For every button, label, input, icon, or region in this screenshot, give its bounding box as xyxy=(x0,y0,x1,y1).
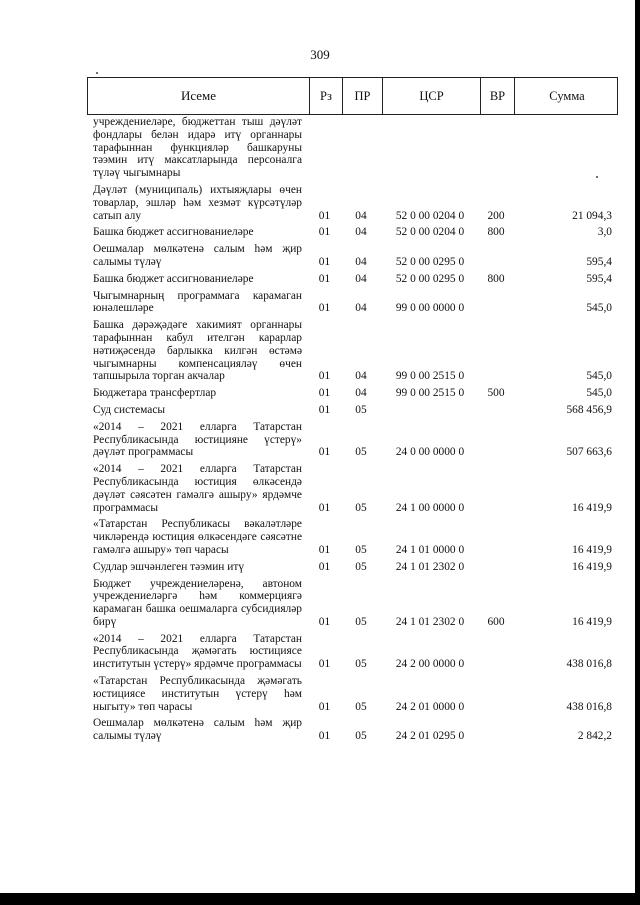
cell-sum: 16 419,9 xyxy=(572,501,612,514)
header-pr: ПР xyxy=(342,78,382,114)
cell-sum: 568 456,9 xyxy=(566,403,612,416)
cell-sum: 545,0 xyxy=(586,370,612,383)
cell-sum: 3,0 xyxy=(597,226,612,239)
table-row xyxy=(87,115,618,181)
table-row xyxy=(87,560,618,575)
cell-name: Башка бюджет ассигнованиеләре xyxy=(93,226,254,239)
cell-rz xyxy=(308,115,341,181)
cell-vr xyxy=(479,242,513,270)
cell-vr xyxy=(479,462,513,515)
cell-csr: 24 1 00 0000 0 xyxy=(395,501,465,514)
header-rz: Рз xyxy=(309,78,342,114)
cell-name: Бюджет учреждениеләренә, автоном учреждениеләргә һәм коммерциягә карамаган башка оешмаларга субсидияләр бирү xyxy=(93,577,302,628)
cell-pr: 05 xyxy=(355,615,367,628)
cell-rz: 01 xyxy=(318,446,331,459)
scan-edge-right xyxy=(635,0,640,905)
cell-csr: 52 0 00 0295 0 xyxy=(395,255,465,268)
cell-pr: 05 xyxy=(355,403,367,416)
cell-csr: 24 0 00 0000 0 xyxy=(395,446,465,459)
header-name: Исеме xyxy=(180,88,217,103)
cell-name: Башка дәрәҗәдәге хакимият органнары тарафыннан кабул ителгән карарлар нәтиҗәсендә барлыкка килгән өстәмә чыгымнарны компенсацияләү өчен тапшырыла торган акчалар xyxy=(93,319,302,383)
cell-rz: 01 xyxy=(318,255,331,268)
cell-pr: 05 xyxy=(355,543,367,556)
cell-csr: 24 2 01 0295 0 xyxy=(395,730,465,743)
cell-sum: 507 663,6 xyxy=(566,446,612,459)
cell-rz: 01 xyxy=(318,403,331,416)
cell-vr xyxy=(479,517,513,557)
cell-vr xyxy=(479,115,513,181)
header-sum: Сумма xyxy=(514,78,619,114)
cell-name: «Татарстан Республикасында җәмәгать юстициясе институтын үстерү һәм ныгыту» төп чарасы xyxy=(93,675,302,713)
cell-name: Суд системасы xyxy=(93,403,166,416)
cell-rz: 01 xyxy=(318,658,331,671)
cell-name: Чыгымнарның программага карамаган юнәлешләре xyxy=(93,289,302,315)
cell-pr: 04 xyxy=(355,302,367,315)
cell-rz: 01 xyxy=(318,226,331,239)
cell-csr: 24 2 01 0000 0 xyxy=(395,700,465,713)
table-row xyxy=(87,242,618,270)
table-row xyxy=(87,272,618,287)
cell-pr: 05 xyxy=(355,501,367,514)
cell-csr: 99 0 00 0000 0 xyxy=(395,302,465,315)
cell-name: Оешмалар мөлкәтенә салым һәм җир салымы түләү xyxy=(93,243,302,268)
cell-name: Судлар эшчәнлеген тәэмин итү xyxy=(93,560,245,573)
cell-csr: 52 0 00 0204 0 xyxy=(395,226,465,239)
cell-csr: 24 1 01 2302 0 xyxy=(395,615,465,628)
table-header xyxy=(87,77,618,115)
cell-name: Оешмалар мөлкәтенә салым һәм җир салымы түләү xyxy=(93,717,302,743)
cell-pr: 05 xyxy=(355,446,367,459)
cell-vr: 200 xyxy=(487,209,505,222)
cell-vr: 800 xyxy=(487,272,505,285)
cell-pr: 05 xyxy=(355,730,367,743)
cell-sum: 595,4 xyxy=(586,255,612,268)
cell-rz: 01 xyxy=(318,615,331,628)
table-row xyxy=(87,289,618,317)
cell-rz: 01 xyxy=(318,560,331,573)
cell-csr: 99 0 00 2515 0 xyxy=(395,387,465,400)
table-row xyxy=(87,577,618,630)
cell-rz: 01 xyxy=(318,209,331,222)
cell-vr xyxy=(479,560,513,575)
cell-vr xyxy=(479,716,513,744)
header-vr: ВР xyxy=(480,78,514,114)
cell-csr xyxy=(381,115,479,181)
budget-table xyxy=(87,77,618,744)
cell-pr: 04 xyxy=(355,370,367,383)
cell-vr xyxy=(479,632,513,672)
table-row xyxy=(87,403,618,418)
cell-sum: 545,0 xyxy=(586,302,612,315)
cell-rz: 01 xyxy=(318,543,331,556)
cell-vr xyxy=(479,289,513,317)
cell-pr xyxy=(341,115,381,181)
table-row xyxy=(87,517,618,557)
cell-name: Бюджетара трансфертлар xyxy=(93,387,217,400)
cell-pr: 04 xyxy=(355,209,367,222)
cell-sum: 16 419,9 xyxy=(572,560,612,573)
scan-edge-bottom xyxy=(0,893,640,905)
header-csr: ЦСР xyxy=(382,78,480,114)
cell-name: Дәүләт (муниципаль) ихтыяҗлары өчен товарлар, эшләр һәм хезмәт күрсәтүләр сатып алу xyxy=(93,183,302,222)
cell-pr: 04 xyxy=(355,387,367,400)
cell-name: «2014 – 2021 елларга Татарстан Республикасында җәмәгать юстициясе институтын үстерү» ярдәмче программасы xyxy=(93,632,302,671)
cell-sum: 16 419,9 xyxy=(572,615,612,628)
cell-csr: 52 0 00 0204 0 xyxy=(395,209,465,222)
table-row xyxy=(87,183,618,223)
cell-name: «2014 – 2021 елларга Татарстан Республикасында юстицияне үстерү» дәүләт программасы xyxy=(93,420,302,459)
table-row xyxy=(87,386,618,401)
cell-csr xyxy=(381,403,479,418)
cell-vr xyxy=(479,318,513,384)
cell-rz: 01 xyxy=(318,700,331,713)
cell-name: «Татарстан Республикасы вәкаләтләре чикләрендә юстиция өлкәсендәге сәясәтне гамәлгә ашыру» төп чарасы xyxy=(93,518,302,556)
cell-sum: 2 842,2 xyxy=(577,730,612,743)
scan-speck xyxy=(96,72,98,74)
cell-vr: 600 xyxy=(487,615,505,628)
cell-pr: 05 xyxy=(355,700,367,713)
cell-vr xyxy=(479,674,513,714)
cell-csr: 24 2 00 0000 0 xyxy=(395,658,465,671)
cell-rz: 01 xyxy=(318,370,331,383)
table-row xyxy=(87,716,618,744)
cell-sum: 438 016,8 xyxy=(566,700,612,713)
cell-pr: 04 xyxy=(355,255,367,268)
cell-pr: 05 xyxy=(355,658,367,671)
page-number: 309 xyxy=(310,47,330,62)
cell-sum: 21 094,3 xyxy=(572,209,612,222)
cell-pr: 04 xyxy=(355,226,367,239)
cell-pr: 04 xyxy=(355,272,367,285)
cell-pr: 05 xyxy=(355,560,367,573)
table-row xyxy=(87,420,618,460)
table-row xyxy=(87,674,618,714)
table-row xyxy=(87,632,618,672)
cell-name: учреждениеләре, бюджеттан тыш дәүләт фондлары белән идарә итү органнары тарафыннан функцияләр башкаруны тәэмин итү максатларында персоналга түләү чыгымнары xyxy=(93,116,302,180)
cell-rz: 01 xyxy=(318,501,331,514)
table-row xyxy=(87,225,618,240)
table-row xyxy=(87,318,618,384)
cell-csr: 24 1 01 2302 0 xyxy=(395,560,465,573)
scan-speck xyxy=(596,176,598,178)
cell-rz: 01 xyxy=(318,272,331,285)
table-body xyxy=(87,115,618,744)
cell-csr: 99 0 00 2515 0 xyxy=(395,370,465,383)
table-row xyxy=(87,462,618,515)
cell-csr: 24 1 01 0000 0 xyxy=(395,543,465,556)
cell-sum xyxy=(513,115,618,181)
cell-vr xyxy=(479,420,513,460)
cell-sum: 438 016,8 xyxy=(566,658,612,671)
cell-rz: 01 xyxy=(318,302,331,315)
cell-sum: 595,4 xyxy=(586,272,612,285)
cell-rz: 01 xyxy=(318,387,331,400)
cell-vr: 500 xyxy=(487,387,505,400)
cell-vr xyxy=(479,403,513,418)
cell-sum: 545,0 xyxy=(586,387,612,400)
cell-name: «2014 – 2021 елларга Татарстан Республикасында юстиция өлкәсендә дәүләт сәясәтен гамәлгә ашыру» ярдәмче программасы xyxy=(93,463,302,514)
cell-vr: 800 xyxy=(487,226,505,239)
cell-name: Башка бюджет ассигнованиеләре xyxy=(93,272,254,285)
cell-csr: 52 0 00 0295 0 xyxy=(395,272,465,285)
cell-rz: 01 xyxy=(318,730,331,743)
cell-sum: 16 419,9 xyxy=(572,543,612,556)
